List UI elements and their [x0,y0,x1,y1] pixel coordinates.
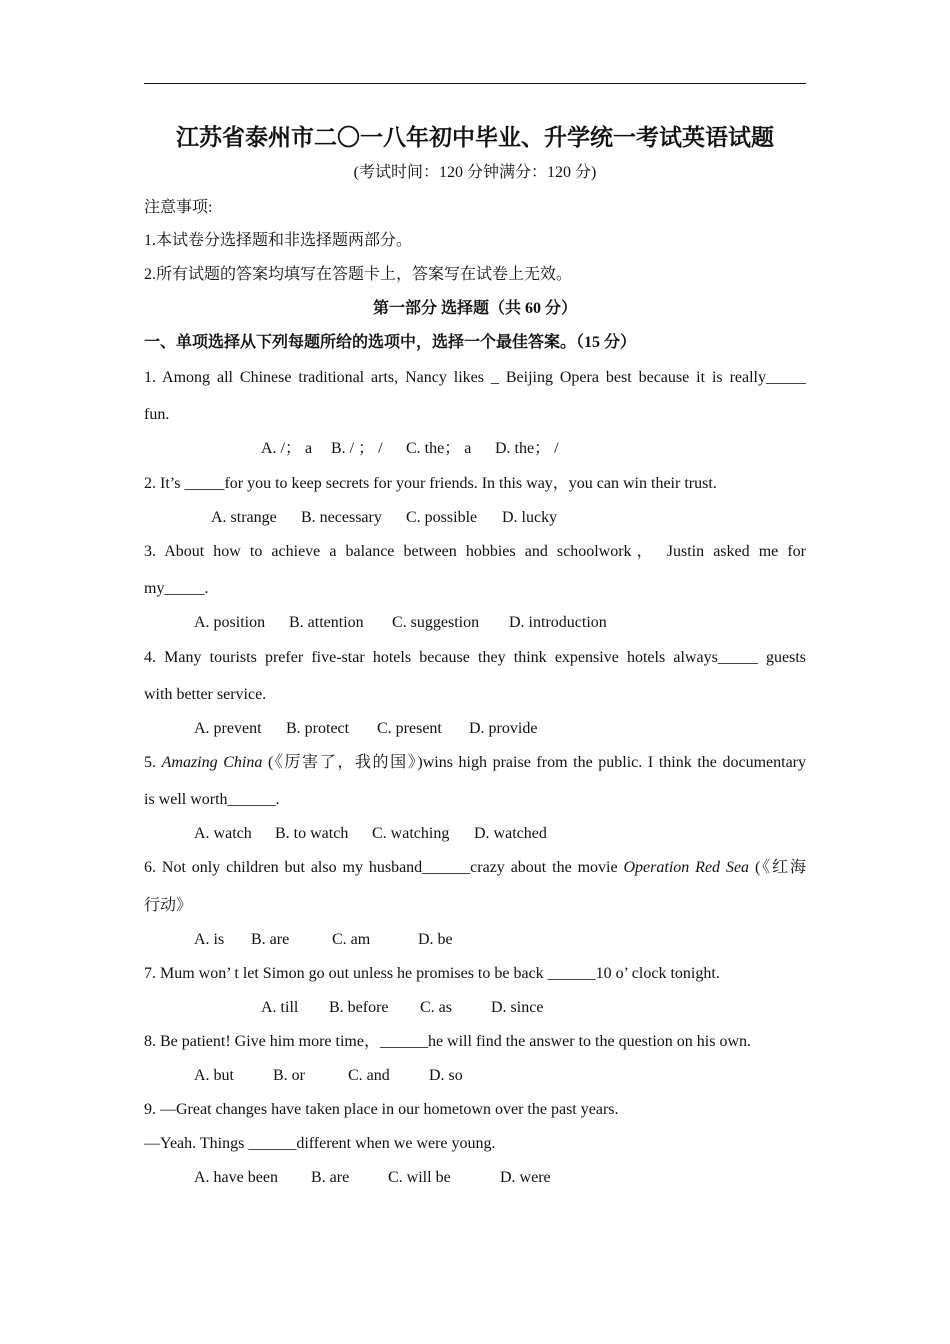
option-d[interactable]: D. provide [469,720,538,737]
question-5-rest: (《厉害了，我的国》)wins high praise from the public. I think the documentary [262,754,806,771]
question-5-title-italic: Amazing China [161,754,263,771]
header-rule [144,83,806,84]
option-c[interactable]: C. watching [372,825,450,842]
option-a[interactable]: A. prevent [194,720,262,737]
option-a[interactable]: A. position [194,614,266,631]
question-6-options [194,930,453,950]
question-4-continued: with better service. [144,686,267,703]
exam-subtitle: (考试时间：120 分钟满分：120 分) [353,164,597,181]
question-3-options [194,613,607,633]
question-2-text: 2. It’s _____for you to keep secrets for your friends. In this way，you can win their trust. [144,475,717,492]
option-a[interactable]: A. is [194,931,225,948]
option-c[interactable]: C. am [332,931,371,948]
option-d[interactable]: D. be [418,931,453,948]
option-b[interactable]: B. protect [286,720,350,737]
option-b[interactable]: B. to watch [275,825,349,842]
question-5-text [144,753,806,773]
option-c[interactable]: C. and [348,1067,390,1084]
option-a[interactable]: A. /； a [261,440,313,457]
notice-heading: 注意事项: [144,199,213,216]
option-b[interactable]: B. necessary [301,509,382,526]
question-9-text: 9. —Great changes have taken place in our hometown over the past years. [144,1101,619,1118]
question-1-text: 1. Among all Chinese traditional arts, Nancy likes _ Beijing Opera best because it is really_____ [144,369,806,386]
option-b[interactable]: B. attention [289,614,364,631]
question-9-reply: —Yeah. Things ______different when we were young. [144,1135,496,1152]
option-c[interactable]: C. will be [388,1169,451,1186]
option-a[interactable]: A. till [261,999,299,1016]
option-d[interactable]: D. so [429,1067,463,1084]
option-c[interactable]: C. present [377,720,442,737]
option-d[interactable]: D. since [491,999,544,1016]
option-b[interactable]: B. or [273,1067,305,1084]
question-8-text: 8. Be patient! Give him more time，______he will find the answer to the question on his own. [144,1033,752,1050]
option-c[interactable]: C. suggestion [392,614,480,631]
option-d[interactable]: D. introduction [509,614,607,631]
question-7-options [261,998,543,1018]
question-5-continued: is well worth______. [144,791,280,808]
option-c[interactable]: C. as [420,999,452,1016]
option-a[interactable]: A. watch [194,825,252,842]
option-b[interactable]: B. are [311,1169,350,1186]
notice-item-2: 2.所有试题的答案均填写在答题卡上，答案写在试卷上无效。 [144,266,573,283]
question-6-title-italic: Operation Red Sea [623,859,750,876]
option-d[interactable]: D. lucky [502,509,558,526]
option-a[interactable]: A. strange [211,509,277,526]
option-d[interactable]: D. the； / [495,440,559,457]
option-d[interactable]: D. watched [474,825,547,842]
section-heading: 一、单项选择从下列每题所给的选项中，选择一个最佳答案。（15 分） [144,334,637,351]
question-5-options [194,824,547,844]
question-6-rest: (《红海 [749,859,806,876]
question-1-continued: fun. [144,406,170,423]
option-b[interactable]: B. are [251,931,290,948]
option-c[interactable]: C. possible [406,509,478,526]
part-heading: 第一部分 选择题（共 60 分） [372,300,577,317]
question-6-continued: 行动》 [144,897,193,914]
question-6-text [144,858,806,878]
question-9-options [194,1168,551,1188]
option-b[interactable]: B. before [329,999,389,1016]
exam-title: 江苏省泰州市二〇一八年初中毕业、升学统一考试英语试题 [176,125,774,150]
question-3-continued: my_____. [144,580,209,597]
option-c[interactable]: C. the； a [406,440,472,457]
option-b[interactable]: B. / ； / [331,440,383,457]
option-a[interactable]: A. have been [194,1169,278,1186]
question-4-text: 4. Many tourists prefer five-star hotels because they think expensive hotels always_____ guests [144,649,806,666]
option-a[interactable]: A. but [194,1067,234,1084]
question-8-options [194,1066,463,1086]
question-4-options [194,719,537,739]
notice-item-1: 1.本试卷分选择题和非选择题两部分。 [144,232,413,249]
option-d[interactable]: D. were [500,1169,551,1186]
question-1-options [261,439,559,459]
question-3-text: 3. About how to achieve a balance between hobbies and schoolwork， Justin asked me for [144,543,806,560]
question-7-text: 7. Mum won’ t let Simon go out unless he promises to be back ______10 o’ clock tonight. [144,965,720,982]
question-5-number: 5. [144,754,162,771]
question-6-lead: 6. Not only children but also my husband______crazy about the movie [144,859,624,876]
question-2-options [211,508,557,528]
